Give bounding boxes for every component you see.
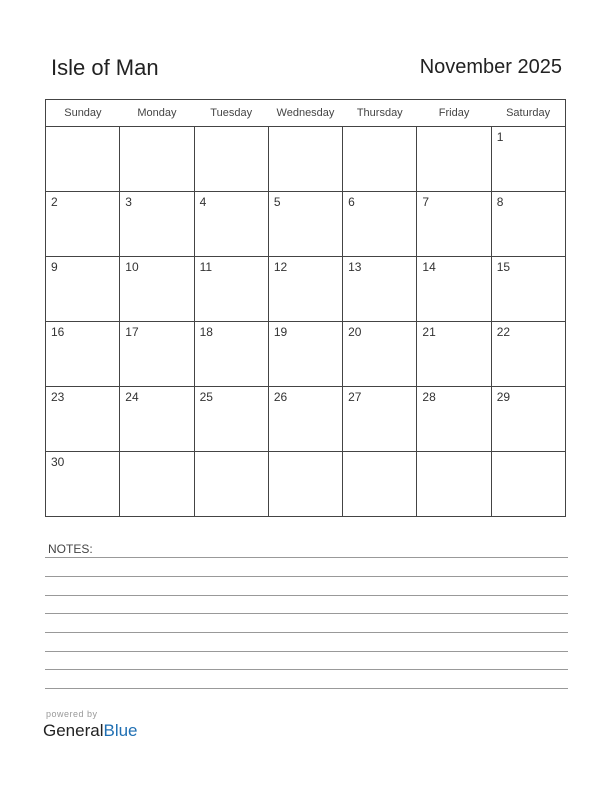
calendar-day-cell	[343, 322, 417, 387]
calendar-day-cell	[343, 257, 417, 322]
calendar-country-title: Isle of Man	[51, 55, 159, 80]
brand-general: General	[43, 721, 104, 740]
calendar-day-cell	[417, 387, 491, 452]
calendar-day-cell	[491, 192, 565, 257]
calendar-day-cell	[268, 322, 342, 387]
day-number: 19	[273, 325, 288, 339]
day-number: 7	[422, 195, 430, 209]
day-number: 23	[51, 390, 65, 404]
calendar-day-cell	[194, 322, 268, 387]
weekday-tuesday: Tuesday	[194, 100, 268, 127]
calendar-day-cell	[491, 127, 565, 192]
calendar-day-cell	[46, 192, 120, 257]
day-number: 5	[273, 195, 281, 209]
calendar-day-cell	[268, 452, 342, 517]
calendar-day-cell	[46, 127, 120, 192]
day-number	[269, 452, 342, 455]
day-number: 12	[273, 260, 288, 274]
calendar-day-cell	[46, 257, 120, 322]
day-number	[492, 452, 565, 455]
day-number: 6	[348, 195, 355, 209]
day-number: 13	[348, 260, 362, 274]
note-line	[45, 632, 568, 633]
brand-blue: Blue	[103, 721, 138, 740]
calendar-day-cell	[194, 127, 268, 192]
day-number: 27	[348, 390, 362, 404]
day-number: 10	[125, 260, 139, 274]
calendar-day-cell	[491, 387, 565, 452]
calendar-day-cell	[417, 452, 491, 517]
day-number	[269, 127, 342, 130]
powered-by-text: powered by	[46, 709, 98, 719]
calendar-day-cell	[46, 452, 120, 517]
calendar-day-cell	[417, 257, 491, 322]
note-line	[45, 688, 568, 689]
calendar-day-cell	[343, 192, 417, 257]
calendar-day-cell	[46, 387, 120, 452]
calendar-day-cell	[491, 452, 565, 517]
calendar-week-row	[46, 387, 566, 452]
notes-label: NOTES:	[48, 542, 93, 556]
calendar-day-cell	[194, 192, 268, 257]
weekday-monday: Monday	[120, 100, 194, 127]
note-line	[45, 613, 568, 614]
day-number	[417, 452, 490, 455]
day-number	[195, 127, 268, 130]
calendar-day-cell	[120, 322, 194, 387]
note-line	[45, 651, 568, 652]
calendar-day-cell	[268, 127, 342, 192]
calendar-day-cell	[491, 322, 565, 387]
day-number: 8	[496, 195, 504, 209]
calendar-day-cell	[194, 257, 268, 322]
weekday-thursday: Thursday	[343, 100, 417, 127]
calendar-day-cell	[343, 452, 417, 517]
note-line	[45, 595, 568, 596]
day-number	[417, 127, 490, 130]
calendar-week-row	[46, 257, 566, 322]
day-number: 20	[348, 325, 362, 339]
calendar-day-cell	[268, 192, 342, 257]
day-number	[343, 127, 416, 130]
note-line	[45, 669, 568, 670]
day-number	[120, 127, 193, 130]
calendar-day-cell	[120, 192, 194, 257]
note-line	[45, 576, 568, 577]
note-line	[45, 557, 568, 558]
day-number: 3	[125, 195, 132, 209]
calendar-day-cell	[491, 257, 565, 322]
day-number: 14	[422, 260, 436, 274]
day-number: 29	[496, 390, 511, 404]
day-number: 17	[125, 325, 139, 339]
calendar-day-cell	[120, 257, 194, 322]
calendar-day-cell	[268, 257, 342, 322]
calendar-day-cell	[46, 322, 120, 387]
day-number: 18	[199, 325, 213, 339]
day-number: 28	[422, 390, 436, 404]
day-number: 9	[51, 260, 58, 274]
weekday-friday: Friday	[417, 100, 491, 127]
day-number	[120, 452, 193, 455]
calendar-week-row	[46, 322, 566, 387]
calendar-week-row	[46, 192, 566, 257]
calendar-week-row	[46, 452, 566, 517]
day-number: 16	[51, 325, 65, 339]
generalblue-logo	[43, 721, 138, 741]
calendar-day-cell	[343, 127, 417, 192]
day-number: 30	[51, 455, 65, 469]
day-number: 26	[273, 390, 288, 404]
calendar-day-cell	[417, 127, 491, 192]
calendar-day-cell	[268, 387, 342, 452]
day-number: 4	[199, 195, 207, 209]
weekday-header-row	[46, 100, 566, 127]
calendar-day-cell	[194, 387, 268, 452]
calendar-grid	[45, 99, 566, 517]
day-number: 24	[125, 390, 139, 404]
calendar-day-cell	[343, 387, 417, 452]
calendar-day-cell	[120, 452, 194, 517]
day-number: 22	[496, 325, 511, 339]
day-number	[343, 452, 416, 455]
calendar-day-cell	[417, 192, 491, 257]
day-number: 1	[496, 130, 504, 144]
day-number: 11	[199, 260, 213, 274]
calendar-day-cell	[120, 127, 194, 192]
weekday-wednesday: Wednesday	[268, 100, 342, 127]
day-number	[46, 127, 119, 130]
calendar-day-cell	[417, 322, 491, 387]
day-number	[195, 452, 268, 455]
calendar-day-cell	[194, 452, 268, 517]
weekday-saturday: Saturday	[491, 100, 565, 127]
day-number: 15	[496, 260, 511, 274]
day-number: 2	[51, 195, 58, 209]
day-number: 25	[199, 390, 213, 404]
calendar-month-title: November 2025	[419, 56, 562, 78]
calendar-week-row	[46, 127, 566, 192]
weekday-sunday: Sunday	[46, 100, 120, 127]
day-number: 21	[422, 325, 436, 339]
calendar-day-cell	[120, 387, 194, 452]
